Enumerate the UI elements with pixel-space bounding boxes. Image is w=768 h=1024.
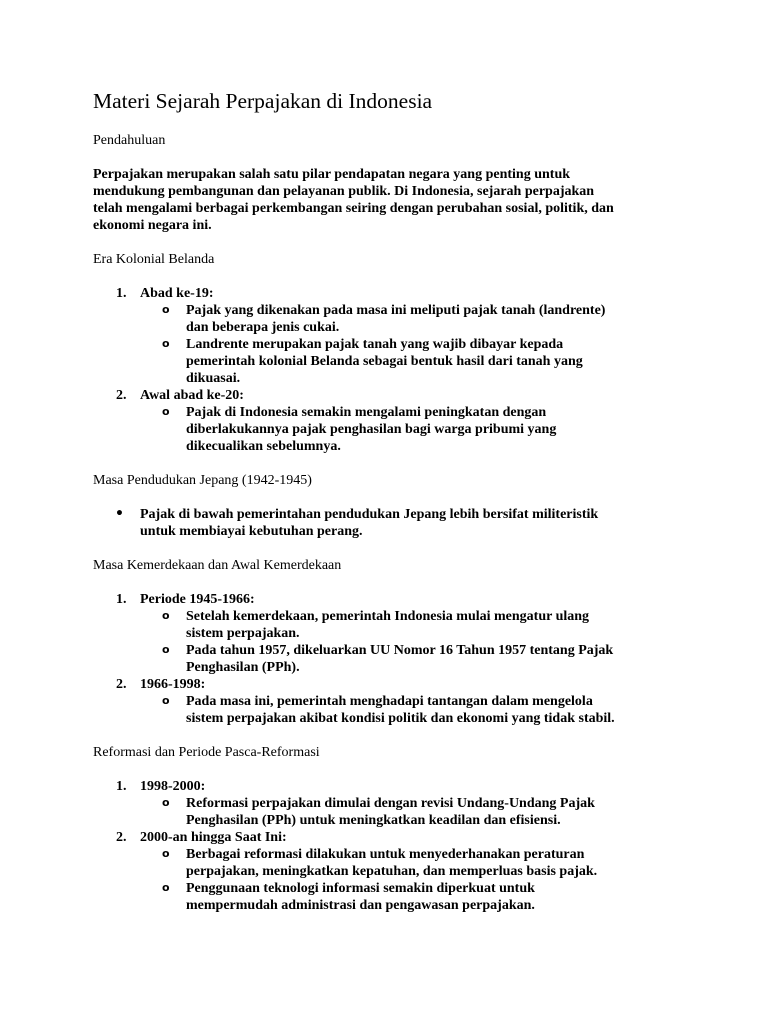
item-number: 1. (116, 592, 127, 607)
paragraph-line: Perpajakan merupakan salah satu pilar pendapatan negara yang penting untuk (93, 167, 571, 182)
circle-bullet-icon: o (162, 405, 170, 418)
sub-item-line: pemerintah kolonial Belanda sebagai bentuk hasil dari tanah yang (186, 354, 583, 369)
circle-bullet-icon: o (162, 643, 170, 656)
sub-item-line: Setelah kemerdekaan, pemerintah Indonesia mulai mengatur ulang (186, 609, 590, 624)
bullet-item-line: untuk membiayai kebutuhan perang. (140, 524, 363, 539)
sub-item (140, 642, 693, 676)
item-label: 2000-an hingga Saat Ini: (140, 830, 287, 845)
numbered-item (93, 285, 693, 387)
section-heading-jepang: Masa Pendudukan Jepang (1942-1945) (93, 473, 312, 488)
item-label: 1998-2000: (140, 779, 206, 794)
numbered-item (93, 778, 693, 829)
sub-item-line: Pajak yang dikenakan pada masa ini meliputi pajak tanah (landrente) (186, 303, 606, 318)
sub-item (140, 846, 693, 880)
numbered-item (93, 676, 693, 727)
bullet-item (93, 506, 693, 540)
sub-item-line: dan beberapa jenis cukai. (186, 320, 340, 335)
sub-item (140, 693, 693, 727)
sub-item-line: dikuasai. (186, 371, 241, 386)
sub-item (140, 880, 693, 914)
sub-item-line: mempermudah administrasi dan pengawasan perpajakan. (186, 898, 535, 913)
sub-list (140, 302, 693, 387)
bullet-list-jepang (93, 506, 693, 540)
sub-item-line: sistem perpajakan akibat kondisi politik dan ekonomi yang tidak stabil. (186, 711, 615, 726)
sub-item-line: Penghasilan (PPh). (186, 660, 300, 675)
document-page (93, 87, 693, 914)
paragraph-line: mendukung pembangunan dan pelayanan publik. Di Indonesia, sejarah perpajakan (93, 184, 595, 199)
circle-bullet-icon: o (162, 337, 170, 350)
sub-item (140, 302, 693, 336)
item-label: Periode 1945-1966: (140, 592, 255, 607)
circle-bullet-icon: o (162, 881, 170, 894)
sub-item-line: Penggunaan teknologi informasi semakin diperkuat untuk (186, 881, 535, 896)
numbered-list-kolonial (93, 285, 693, 455)
sub-item (140, 336, 693, 387)
document-title: Materi Sejarah Perpajakan di Indonesia (93, 89, 433, 113)
numbered-item (93, 387, 693, 455)
sub-item-line: sistem perpajakan. (186, 626, 300, 641)
item-number: 2. (116, 830, 127, 845)
sub-item-line: perpajakan, meningkatkan kepatuhan, dan memperluas basis pajak. (186, 864, 598, 879)
item-number: 2. (116, 388, 127, 403)
sub-item-line: Berbagai reformasi dilakukan untuk menyederhanakan peraturan (186, 847, 585, 862)
paragraph-line: telah mengalami berbagai perkembangan seiring dengan perubahan sosial, politik, dan (93, 201, 614, 216)
section-heading-kemerdekaan: Masa Kemerdekaan dan Awal Kemerdekaan (93, 558, 342, 573)
sub-list (140, 404, 693, 455)
circle-bullet-icon: o (162, 847, 170, 860)
sub-item (140, 608, 693, 642)
sub-item-line: Pada tahun 1957, dikeluarkan UU Nomor 16 Tahun 1957 tentang Pajak (186, 643, 614, 658)
bullet-item-line: Pajak di bawah pemerintahan pendudukan Jepang lebih bersifat militeristik (140, 507, 599, 522)
sub-item-line: diberlakukannya pajak penghasilan bagi warga pribumi yang (186, 422, 557, 437)
section-heading-pendahuluan: Pendahuluan (93, 133, 166, 148)
numbered-list-kemerdekaan (93, 591, 693, 727)
sub-list (140, 795, 693, 829)
section-heading-reformasi: Reformasi dan Periode Pasca-Reformasi (93, 745, 320, 760)
item-number: 2. (116, 677, 127, 692)
numbered-item (93, 591, 693, 676)
sub-list (140, 693, 693, 727)
sub-item (140, 404, 693, 455)
sub-list (140, 608, 693, 676)
item-number: 1. (116, 779, 127, 794)
numbered-item (93, 829, 693, 914)
section-heading-kolonial: Era Kolonial Belanda (93, 252, 215, 267)
sub-item-line: dikecualikan sebelumnya. (186, 439, 341, 454)
sub-item-line: Landrente merupakan pajak tanah yang wajib dibayar kepada (186, 337, 564, 352)
item-number: 1. (116, 286, 127, 301)
numbered-list-reformasi (93, 778, 693, 914)
sub-item (140, 795, 693, 829)
sub-item-line: Reformasi perpajakan dimulai dengan revisi Undang-Undang Pajak (186, 796, 595, 811)
sub-item-line: Penghasilan (PPh) untuk meningkatkan keadilan dan efisiensi. (186, 813, 561, 828)
item-label: Abad ke-19: (140, 286, 214, 301)
intro-paragraph (93, 166, 693, 234)
sub-item-line: Pada masa ini, pemerintah menghadapi tantangan dalam mengelola (186, 694, 593, 709)
circle-bullet-icon: o (162, 694, 170, 707)
bullet-dot-icon: • (115, 506, 124, 522)
circle-bullet-icon: o (162, 303, 170, 316)
item-label: Awal abad ke-20: (140, 388, 244, 403)
paragraph-line: ekonomi negara ini. (93, 218, 212, 233)
sub-item-line: Pajak di Indonesia semakin mengalami peningkatan dengan (186, 405, 547, 420)
circle-bullet-icon: o (162, 609, 170, 622)
item-label: 1966-1998: (140, 677, 206, 692)
circle-bullet-icon: o (162, 796, 170, 809)
sub-list (140, 846, 693, 914)
